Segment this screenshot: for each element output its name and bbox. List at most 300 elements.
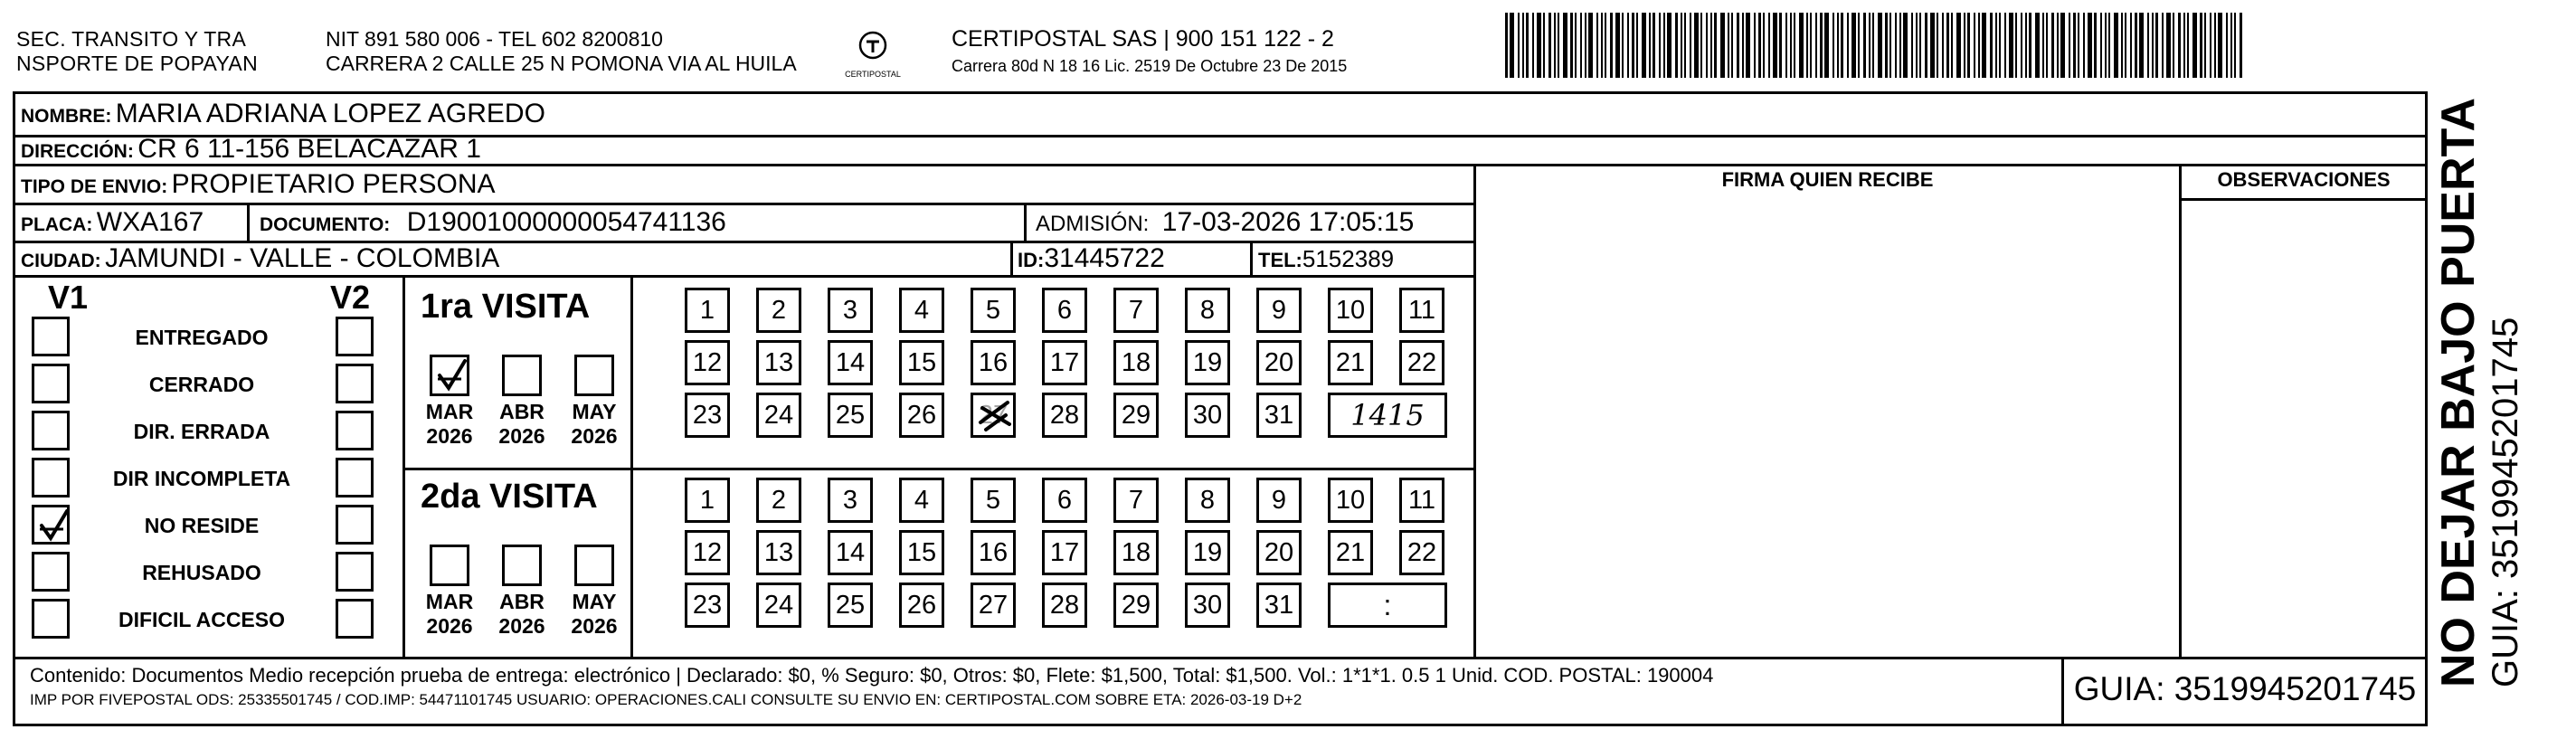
day-box[interactable] <box>899 478 944 523</box>
day-box[interactable] <box>1042 340 1087 385</box>
divider <box>402 468 1473 470</box>
delivery-form <box>13 91 2428 726</box>
barcode-bar <box>1869 13 1870 78</box>
barcode-bar <box>1885 13 1888 78</box>
barcode-bar <box>2173 13 2174 78</box>
barcode-bar <box>1946 13 1949 78</box>
day-box[interactable] <box>1256 478 1302 523</box>
day-box[interactable] <box>1328 288 1373 333</box>
barcode-bar <box>1622 13 1624 78</box>
day-number: 23 <box>692 591 723 620</box>
day-box[interactable] <box>1328 340 1373 385</box>
day-box[interactable] <box>1042 583 1087 628</box>
nombre-field <box>21 98 545 135</box>
barcode-bar <box>1684 13 1686 78</box>
barcode-bar <box>2234 13 2236 78</box>
day-box[interactable] <box>971 583 1016 628</box>
barcode-bar <box>1681 13 1682 78</box>
barcode-bar <box>1930 13 1935 78</box>
status-label: CERRADO <box>148 373 255 396</box>
day-box[interactable] <box>756 583 801 628</box>
barcode-bar <box>1820 13 1823 78</box>
barcode-bar <box>2051 13 2054 78</box>
divider <box>1250 242 1253 276</box>
observaciones-area[interactable] <box>2182 203 2425 657</box>
barcode-bar <box>1951 13 1953 78</box>
day-box[interactable] <box>685 288 730 333</box>
day-number: 2 <box>771 296 787 325</box>
day-box[interactable] <box>1185 288 1230 333</box>
day-box[interactable] <box>1042 393 1087 438</box>
barcode-bar <box>2088 13 2092 78</box>
certipostal-logo <box>832 27 914 81</box>
day-box[interactable] <box>685 393 730 438</box>
time-box[interactable] <box>1328 393 1447 438</box>
barcode-bar <box>1505 13 1508 78</box>
id-label: ID: <box>1018 249 1045 271</box>
company-name: CERTIPOSTAL SAS | 900 151 122 - 2 <box>952 26 1334 52</box>
day-box[interactable] <box>971 393 1016 438</box>
month-label <box>491 400 553 449</box>
v2-checkbox[interactable] <box>336 505 374 545</box>
day-number: 25 <box>835 401 866 430</box>
documento-value: D19001000000054741136 <box>406 207 726 237</box>
barcode-bar <box>2021 13 2022 78</box>
v1-checkbox[interactable] <box>32 505 70 545</box>
admision-field <box>1036 206 1414 243</box>
day-box[interactable] <box>1185 478 1230 523</box>
day-box[interactable] <box>1113 478 1159 523</box>
placa-value: WXA167 <box>96 207 204 237</box>
second-visit-title: 2da VISITA <box>421 478 598 516</box>
day-number: 26 <box>906 591 937 620</box>
time-value: 1415 <box>1350 398 1425 432</box>
barcode-bar <box>2210 13 2211 78</box>
day-box[interactable] <box>685 530 730 575</box>
barcode-bar <box>2004 13 2006 78</box>
barcode-bar <box>1806 13 1808 78</box>
barcode-bar <box>2155 13 2158 78</box>
v1-checkbox[interactable] <box>32 552 70 592</box>
day-number: 4 <box>914 296 930 325</box>
v2-checkbox[interactable] <box>336 411 374 450</box>
side-warning <box>2431 98 2526 687</box>
barcode-bar <box>1878 13 1882 78</box>
barcode-bar <box>1937 13 1938 78</box>
barcode-bar <box>1632 13 1634 78</box>
month-checkbox[interactable] <box>430 545 469 586</box>
barcode-bar <box>1627 13 1629 78</box>
direccion-value: CR 6 11-156 BELACAZAR 1 <box>137 134 481 164</box>
barcode-bar <box>2121 13 2123 78</box>
day-number: 8 <box>1199 296 1216 325</box>
barcode-bar <box>1642 13 1646 78</box>
day-number: 16 <box>978 348 1009 377</box>
id-field <box>1018 242 1165 279</box>
day-box[interactable] <box>1256 393 1302 438</box>
day-number: 7 <box>1128 486 1144 515</box>
scribble-mark-icon <box>973 395 1017 437</box>
barcode-bar <box>1758 13 1761 78</box>
day-number: 8 <box>1199 486 1216 515</box>
barcode-bar <box>1728 13 1729 78</box>
month-checkbox[interactable] <box>502 545 542 586</box>
day-box[interactable] <box>1113 288 1159 333</box>
month-checkbox[interactable] <box>574 545 614 586</box>
barcode-bar <box>1554 13 1556 78</box>
barcode-bar <box>1911 13 1913 78</box>
day-box[interactable] <box>1042 288 1087 333</box>
v1-checkbox[interactable] <box>32 458 70 497</box>
day-box[interactable] <box>828 478 873 523</box>
day-number: 13 <box>763 348 794 377</box>
barcode-bar <box>1610 13 1613 78</box>
day-box[interactable] <box>1328 478 1373 523</box>
barcode-bar <box>1768 13 1770 78</box>
day-number: 16 <box>978 538 1009 567</box>
month-year: 2026 <box>498 424 545 448</box>
month-checkbox[interactable] <box>502 355 542 396</box>
status-label: ENTREGADO <box>135 326 269 349</box>
barcode-bar <box>1543 13 1545 78</box>
v2-checkbox[interactable] <box>336 599 374 639</box>
barcode-bar <box>2060 13 2065 78</box>
contenido-line: Contenido: Documentos Medio recepción prueba de entrega: electrónico | Declarado: $0, % Seguro: $0, Otros: $0, Flete: $1,500, Total: $1,500. Vol.: 1*1*1. 0.5 1 Unid. COD. POSTAL: 190004 <box>30 664 1714 687</box>
day-number: 20 <box>1264 538 1294 567</box>
month-year: 2026 <box>571 424 618 448</box>
day-box[interactable] <box>1399 288 1444 333</box>
barcode-bar <box>1649 13 1651 78</box>
barcode-bar <box>1563 13 1567 78</box>
month-checkbox[interactable] <box>430 355 469 396</box>
barcode-bar <box>2162 13 2164 78</box>
barcode-bar <box>1899 13 1901 78</box>
barcode-bar <box>1824 13 1829 78</box>
barcode-bar <box>1790 13 1792 78</box>
day-box[interactable] <box>1113 393 1159 438</box>
day-box[interactable] <box>971 530 1016 575</box>
barcode-bar <box>1537 13 1541 78</box>
day-number: 31 <box>1264 591 1294 620</box>
address-line: CARRERA 2 CALLE 25 N POMONA VIA AL HUILA <box>326 52 797 75</box>
barcode-bar <box>1852 13 1856 78</box>
barcode-bar <box>1601 13 1603 78</box>
status-label: DIR. ERRADA <box>133 420 270 443</box>
day-box[interactable] <box>1042 530 1087 575</box>
barcode-bar <box>2035 13 2040 78</box>
barcode-bar <box>1710 13 1712 78</box>
v1-checkbox[interactable] <box>32 317 70 356</box>
document-header <box>0 0 2576 95</box>
day-box[interactable] <box>1113 340 1159 385</box>
admision-label: ADMISIÓN: <box>1036 212 1150 236</box>
day-number: 10 <box>1335 486 1366 515</box>
barcode-bar <box>1754 13 1756 78</box>
divider <box>1024 204 1027 242</box>
barcode-bar <box>1548 13 1551 78</box>
barcode-bar <box>1700 13 1702 78</box>
day-number: 9 <box>1271 296 1287 325</box>
barcode-bar <box>2152 13 2154 78</box>
barcode-bar <box>2114 13 2118 78</box>
barcode-bar <box>1779 13 1782 78</box>
company-license: Carrera 80d N 18 16 Lic. 2519 De Octubre 23 De 2015 <box>952 57 1348 75</box>
day-number: 6 <box>1056 296 1073 325</box>
barcode-bar <box>1588 13 1593 78</box>
admision-value: 17-03-2026 17:05:15 <box>1161 207 1415 237</box>
day-number: 22 <box>1406 538 1437 567</box>
barcode-bar <box>1636 13 1638 78</box>
day-number: 18 <box>1121 348 1151 377</box>
month-year: 2026 <box>426 424 473 448</box>
month-name: MAY <box>572 400 617 423</box>
barcode-bar <box>2015 13 2017 78</box>
barcode-bar <box>1858 13 1860 78</box>
day-number: 3 <box>842 486 858 515</box>
barcode-bar <box>1714 13 1717 78</box>
day-box[interactable] <box>971 288 1016 333</box>
check-mark-icon <box>36 507 72 544</box>
day-number: 7 <box>1128 296 1144 325</box>
barcode-bar <box>1675 13 1678 78</box>
month-label <box>419 400 480 449</box>
barcode-bar <box>1999 13 2001 78</box>
barcode-bar <box>1837 13 1839 78</box>
barcode-bar <box>2187 13 2189 78</box>
day-box[interactable] <box>756 340 801 385</box>
barcode-bar <box>2178 13 2181 78</box>
month-label <box>491 590 553 639</box>
day-number: 23 <box>692 401 723 430</box>
day-number: 14 <box>835 348 866 377</box>
barcode-bar <box>2214 13 2216 78</box>
time-box[interactable] <box>1328 583 1447 628</box>
day-number: 18 <box>1121 538 1151 567</box>
firma-area[interactable] <box>1476 203 2179 657</box>
day-number: 29 <box>1121 591 1151 620</box>
day-number: 17 <box>1049 348 1080 377</box>
day-box[interactable] <box>1256 340 1302 385</box>
barcode-bar <box>1667 13 1672 78</box>
divider <box>247 204 250 242</box>
day-box[interactable] <box>828 340 873 385</box>
day-number: 3 <box>842 296 858 325</box>
placa-label: PLACA: <box>21 214 93 235</box>
day-box[interactable] <box>828 288 873 333</box>
barcode-bar <box>1773 13 1777 78</box>
day-box[interactable] <box>1399 478 1444 523</box>
barcode-bar <box>1532 13 1534 78</box>
barcode-bar <box>1847 13 1849 78</box>
barcode-bar <box>1974 13 1975 78</box>
day-box[interactable] <box>1328 530 1373 575</box>
barcode-bar <box>1889 13 1891 78</box>
barcode-bar <box>2108 13 2110 78</box>
month-label <box>564 400 625 449</box>
v1-checkbox[interactable] <box>32 599 70 639</box>
direccion-field <box>21 133 481 170</box>
v1-checkbox[interactable] <box>32 364 70 403</box>
barcode-bar <box>2057 13 2059 78</box>
day-number: 30 <box>1192 591 1223 620</box>
day-number: 26 <box>906 401 937 430</box>
ciudad-value: JAMUNDI - VALLE - COLOMBIA <box>105 243 500 273</box>
day-number: 27 <box>978 401 1009 430</box>
barcode-bar <box>2192 13 2197 78</box>
month-name: MAR <box>425 590 474 613</box>
day-box[interactable] <box>1185 340 1230 385</box>
barcode-bar <box>1706 13 1708 78</box>
day-number: 17 <box>1049 538 1080 567</box>
barcode-bar <box>1763 13 1765 78</box>
first-visit-title: 1ra VISITA <box>421 288 591 326</box>
month-year: 2026 <box>571 614 618 638</box>
barcode-bar <box>1510 13 1514 78</box>
divider <box>630 276 633 658</box>
day-box[interactable] <box>1185 393 1230 438</box>
barcode-bar <box>2125 13 2126 78</box>
barcode <box>1503 13 2245 78</box>
day-box[interactable] <box>1113 530 1159 575</box>
v2-checkbox[interactable] <box>336 364 374 403</box>
day-box[interactable] <box>899 530 944 575</box>
day-box[interactable] <box>828 530 873 575</box>
month-name: MAY <box>572 590 617 613</box>
month-checkbox[interactable] <box>574 355 614 396</box>
day-number: 25 <box>835 591 866 620</box>
day-number: 5 <box>985 486 1001 515</box>
barcode-bar <box>1596 13 1598 78</box>
day-number: 31 <box>1264 401 1294 430</box>
day-box[interactable] <box>899 583 944 628</box>
barcode-bar <box>2200 13 2202 78</box>
barcode-bar <box>2029 13 2031 78</box>
month-label <box>419 590 480 639</box>
day-number: 4 <box>914 486 930 515</box>
month-name: MAR <box>425 400 474 423</box>
barcode-bar <box>2046 13 2048 78</box>
status-label: DIR INCOMPLETA <box>112 467 291 490</box>
barcode-bar <box>1575 13 1577 78</box>
v2-checkbox[interactable] <box>336 552 374 592</box>
day-box[interactable] <box>685 583 730 628</box>
barcode-bar <box>1663 13 1665 78</box>
barcode-bar <box>1967 13 1970 78</box>
day-box[interactable] <box>756 288 801 333</box>
month-label <box>564 590 625 639</box>
day-number: 29 <box>1121 401 1151 430</box>
day-number: 5 <box>985 296 1001 325</box>
barcode-bar <box>2094 13 2097 78</box>
issuer-contact <box>326 27 797 76</box>
barcode-bar <box>2166 13 2171 78</box>
svg-text:CERTIPOSTAL: CERTIPOSTAL <box>845 70 901 79</box>
status-label: DIFICIL ACCESO <box>118 608 285 631</box>
barcode-bar <box>2204 13 2206 78</box>
month-name: ABR <box>499 400 545 423</box>
barcode-bar <box>1916 13 1918 78</box>
tipo-envio-field <box>21 168 496 205</box>
day-number: 15 <box>906 538 937 567</box>
day-number: 11 <box>1407 486 1436 515</box>
placa-field <box>21 206 204 243</box>
barcode-bar <box>1690 13 1691 78</box>
day-number: 28 <box>1049 591 1080 620</box>
day-box[interactable] <box>1256 530 1302 575</box>
barcode-bar <box>2083 13 2085 78</box>
day-box[interactable] <box>685 478 730 523</box>
barcode-bar <box>1925 13 1927 78</box>
tel-label: TEL: <box>1258 249 1302 271</box>
day-box[interactable] <box>971 340 1016 385</box>
check-mark-icon <box>434 357 470 393</box>
day-number: 1 <box>699 296 715 325</box>
day-number: 15 <box>906 348 937 377</box>
day-box[interactable] <box>828 583 873 628</box>
day-box[interactable] <box>1185 530 1230 575</box>
imp-line: IMP POR FIVEPOSTAL ODS: 25335501745 / COD.IMP: 54471101745 USUARIO: OPERACIONES.CALI CONSULTE SU ENVIO EN: CERTIPOSTAL.COM SOBRE ETA: 2026-03-19 D+2 <box>30 691 1302 708</box>
day-number: 21 <box>1335 348 1366 377</box>
day-box[interactable] <box>899 340 944 385</box>
barcode-bar <box>2130 13 2132 78</box>
barcode-bar <box>2078 13 2079 78</box>
day-box[interactable] <box>756 393 801 438</box>
barcode-bar <box>1526 13 1529 78</box>
barcode-bar <box>2183 13 2185 78</box>
barcode-bar <box>1895 13 1897 78</box>
barcode-bar <box>1558 13 1559 78</box>
month-year: 2026 <box>426 614 473 638</box>
barcode-bar <box>1942 13 1944 78</box>
issuer-line-1: SEC. TRANSITO Y TRA <box>16 27 247 51</box>
v2-checkbox[interactable] <box>336 317 374 356</box>
barcode-bar <box>1978 13 1980 78</box>
barcode-bar <box>1746 13 1750 78</box>
day-number: 12 <box>692 538 723 567</box>
day-number: 1 <box>699 486 715 515</box>
day-box[interactable] <box>1185 583 1230 628</box>
day-box[interactable] <box>1399 340 1444 385</box>
day-box[interactable] <box>1113 583 1159 628</box>
day-box[interactable] <box>899 288 944 333</box>
day-number: 9 <box>1271 486 1287 515</box>
v1-header: V1 <box>48 279 89 316</box>
day-box[interactable] <box>756 530 801 575</box>
barcode-bar <box>1659 13 1661 78</box>
day-box[interactable] <box>756 478 801 523</box>
barcode-bar <box>1799 13 1804 78</box>
v1-checkbox[interactable] <box>32 411 70 450</box>
firma-header: FIRMA QUIEN RECIBE <box>1721 168 1934 191</box>
v2-checkbox[interactable] <box>336 458 374 497</box>
barcode-bar <box>1964 13 1965 78</box>
day-box[interactable] <box>1399 530 1444 575</box>
barcode-bar <box>1580 13 1582 78</box>
day-box[interactable] <box>685 340 730 385</box>
day-number: 2 <box>771 486 787 515</box>
barcode-bar <box>1653 13 1655 78</box>
day-box[interactable] <box>899 393 944 438</box>
day-box[interactable] <box>828 393 873 438</box>
day-box[interactable] <box>1042 478 1087 523</box>
day-box[interactable] <box>1256 288 1302 333</box>
documento-label: DOCUMENTO: <box>260 214 391 235</box>
day-box[interactable] <box>1256 583 1302 628</box>
barcode-bar <box>2009 13 2013 78</box>
day-box[interactable] <box>971 478 1016 523</box>
divider <box>2179 198 2425 201</box>
barcode-bar <box>1982 13 1986 78</box>
